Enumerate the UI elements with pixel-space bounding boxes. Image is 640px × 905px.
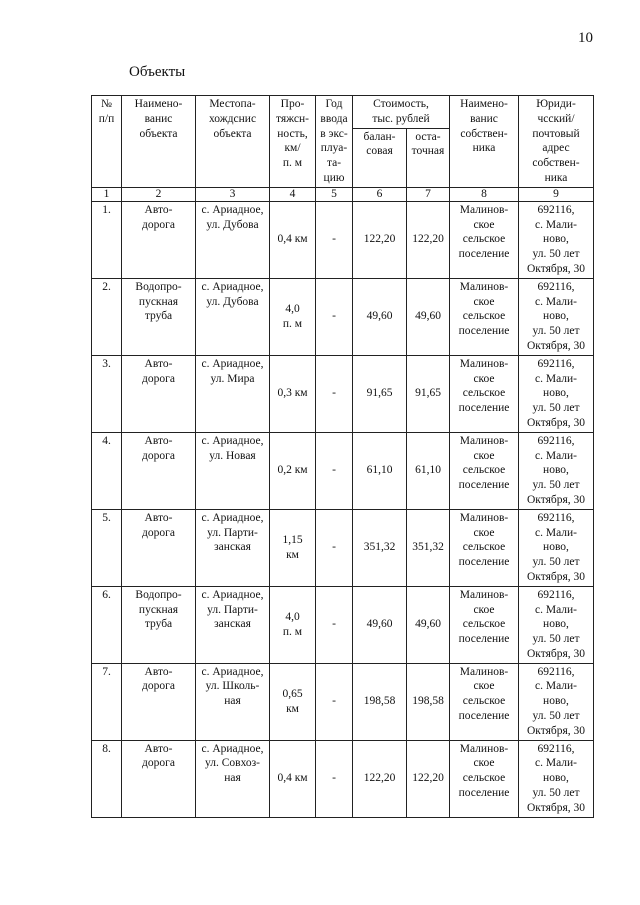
section-heading: Объекты — [129, 64, 186, 80]
commission-year-cell: - — [316, 663, 353, 740]
location-cell: с. Ариадное, ул. Парти- занская — [196, 586, 270, 663]
header-cost: Стоимость, тыс. рублей — [353, 96, 450, 129]
object-name-cell: Авто- дорога — [122, 201, 196, 278]
header-residual: оста- точная — [407, 128, 450, 187]
column-number: 3 — [196, 187, 270, 201]
row-number-cell: 1. — [92, 201, 122, 278]
commission-year-cell: - — [316, 586, 353, 663]
length-cell: 0,3 км — [270, 355, 316, 432]
column-number: 6 — [353, 187, 407, 201]
length-cell: 4,0 п. м — [270, 278, 316, 355]
commission-year-cell: - — [316, 432, 353, 509]
table-row — [92, 201, 594, 278]
length-cell: 4,0 п. м — [270, 586, 316, 663]
header-length: Про- тяжсн- ность, км/ п. м — [270, 96, 316, 188]
objects-table — [91, 95, 594, 818]
row-number-cell: 2. — [92, 278, 122, 355]
residual-cost-cell: 122,20 — [407, 740, 450, 817]
object-name-cell: Авто- дорога — [122, 663, 196, 740]
row-number-cell: 3. — [92, 355, 122, 432]
commission-year-cell: - — [316, 740, 353, 817]
balance-cost-cell: 61,10 — [353, 432, 407, 509]
owner-name-cell: Малинов- ское сельское поселение — [450, 663, 519, 740]
length-cell: 0,2 км — [270, 432, 316, 509]
table-row — [92, 355, 594, 432]
column-number: 4 — [270, 187, 316, 201]
owner-address-cell: 692116, с. Мали- ново, ул. 50 лет Октября, 30 — [519, 509, 594, 586]
owner-address-cell: 692116, с. Мали- ново, ул. 50 лет Октября, 30 — [519, 586, 594, 663]
table-header — [92, 96, 594, 202]
balance-cost-cell: 122,20 — [353, 740, 407, 817]
residual-cost-cell: 49,60 — [407, 586, 450, 663]
residual-cost-cell: 61,10 — [407, 432, 450, 509]
residual-cost-cell: 91,65 — [407, 355, 450, 432]
header-name: Наимено- ванис объекта — [122, 96, 196, 188]
commission-year-cell: - — [316, 201, 353, 278]
location-cell: с. Ариадное, ул. Парти- занская — [196, 509, 270, 586]
length-cell: 0,65 км — [270, 663, 316, 740]
object-name-cell: Авто- дорога — [122, 432, 196, 509]
length-cell: 0,4 км — [270, 740, 316, 817]
balance-cost-cell: 91,65 — [353, 355, 407, 432]
object-name-cell: Водопро- пускная труба — [122, 278, 196, 355]
owner-name-cell: Малинов- ское сельское поселение — [450, 432, 519, 509]
location-cell: с. Ариадное, ул. Дубова — [196, 278, 270, 355]
location-cell: с. Ариадное, ул. Школь- ная — [196, 663, 270, 740]
length-cell: 1,15 км — [270, 509, 316, 586]
owner-name-cell: Малинов- ское сельское поселение — [450, 586, 519, 663]
commission-year-cell: - — [316, 509, 353, 586]
object-name-cell: Авто- дорога — [122, 740, 196, 817]
object-name-cell: Авто- дорога — [122, 355, 196, 432]
header-address: Юриди- чсский/ почтовый адрес собствен- ника — [519, 96, 594, 188]
header-owner: Наимено- ванис собствен- ника — [450, 96, 519, 188]
location-cell: с. Ариадное, ул. Совхоз- ная — [196, 740, 270, 817]
balance-cost-cell: 198,58 — [353, 663, 407, 740]
table-row — [92, 432, 594, 509]
location-cell: с. Ариадное, ул. Мира — [196, 355, 270, 432]
column-number: 7 — [407, 187, 450, 201]
owner-address-cell: 692116, с. Мали- ново, ул. 50 лет Октября, 30 — [519, 663, 594, 740]
owner-address-cell: 692116, с. Мали- ново, ул. 50 лет Октября, 30 — [519, 740, 594, 817]
header-balance: балан- совая — [353, 128, 407, 187]
object-name-cell: Водопро- пускная труба — [122, 586, 196, 663]
location-cell: с. Ариадное, ул. Дубова — [196, 201, 270, 278]
column-number: 1 — [92, 187, 122, 201]
column-number: 5 — [316, 187, 353, 201]
location-cell: с. Ариадное, ул. Новая — [196, 432, 270, 509]
balance-cost-cell: 351,32 — [353, 509, 407, 586]
row-number-cell: 6. — [92, 586, 122, 663]
owner-name-cell: Малинов- ское сельское поселение — [450, 740, 519, 817]
object-name-cell: Авто- дорога — [122, 509, 196, 586]
owner-name-cell: Малинов- ское сельское поселение — [450, 278, 519, 355]
balance-cost-cell: 122,20 — [353, 201, 407, 278]
owner-name-cell: Малинов- ское сельское поселение — [450, 201, 519, 278]
owner-name-cell: Малинов- ское сельское поселение — [450, 355, 519, 432]
balance-cost-cell: 49,60 — [353, 586, 407, 663]
table-row — [92, 278, 594, 355]
owner-address-cell: 692116, с. Мали- ново, ул. 50 лет Октября, 30 — [519, 432, 594, 509]
owner-name-cell: Малинов- ское сельское поселение — [450, 509, 519, 586]
header-year: Год ввода в экс- плуа- та- цию — [316, 96, 353, 188]
residual-cost-cell: 49,60 — [407, 278, 450, 355]
row-number-cell: 8. — [92, 740, 122, 817]
commission-year-cell: - — [316, 278, 353, 355]
row-number-cell: 4. — [92, 432, 122, 509]
column-number: 8 — [450, 187, 519, 201]
balance-cost-cell: 49,60 — [353, 278, 407, 355]
owner-address-cell: 692116, с. Мали- ново, ул. 50 лет Октября, 30 — [519, 201, 594, 278]
table-row — [92, 740, 594, 817]
column-number: 2 — [122, 187, 196, 201]
row-number-cell: 7. — [92, 663, 122, 740]
column-number: 9 — [519, 187, 594, 201]
length-cell: 0,4 км — [270, 201, 316, 278]
residual-cost-cell: 198,58 — [407, 663, 450, 740]
commission-year-cell: - — [316, 355, 353, 432]
residual-cost-cell: 351,32 — [407, 509, 450, 586]
column-number-row — [92, 187, 594, 201]
table-row — [92, 509, 594, 586]
header-location: Местопа- хождснис объекта — [196, 96, 270, 188]
residual-cost-cell: 122,20 — [407, 201, 450, 278]
owner-address-cell: 692116, с. Мали- ново, ул. 50 лет Октября, 30 — [519, 278, 594, 355]
header-num: № п/п — [92, 96, 122, 188]
row-number-cell: 5. — [92, 509, 122, 586]
owner-address-cell: 692116, с. Мали- ново, ул. 50 лет Октября, 30 — [519, 355, 594, 432]
page-number: 10 — [578, 30, 593, 46]
table-row — [92, 663, 594, 740]
table-body — [92, 201, 594, 817]
table-row — [92, 586, 594, 663]
